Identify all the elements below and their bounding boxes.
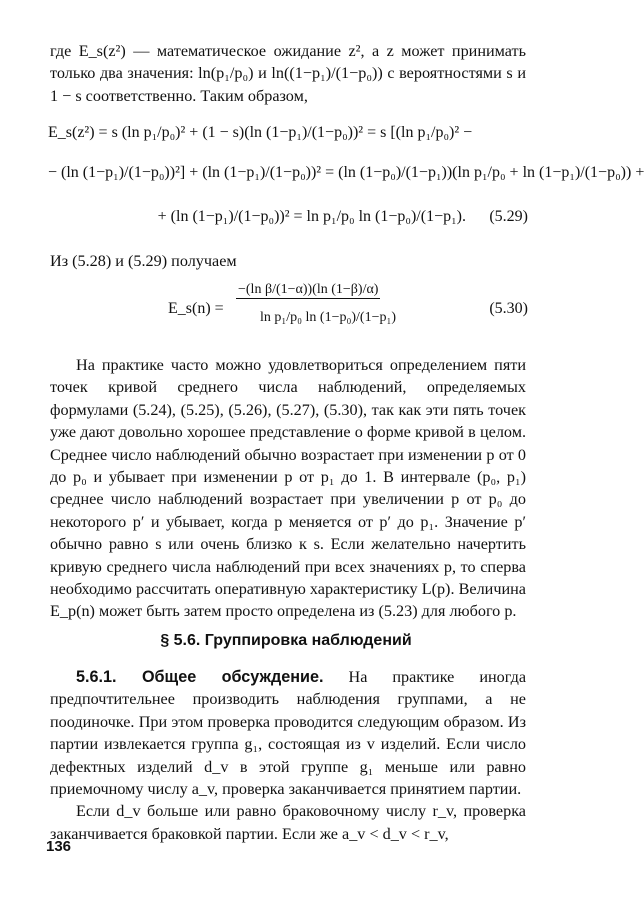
equation-5-29 [48,120,644,230]
eq530-denominator: ln p₁/p₀ ln (1−p₀)/(1−p₁) [260,310,397,325]
section-heading: § 5.6. Группировка наблюдений [160,632,412,649]
subsection-text1: На практике иногда предпочтительнее производить наблюдения группами, а не поодиночке. При этом проверка проводится следующим образом. Из партии извлекается группа g₁, состоящая из v изделий. Если число дефектных изделий d_v в этой группе g₁ меньше или равно приемочному числу a_v, проверка заканчивается принятием партии. [50,668,527,799]
eq530-numerator: −(ln β/(1−α))(ln (1−β)/α) [238,282,379,297]
page-number: 136 [46,838,72,855]
from-text [50,250,526,272]
paragraph-five-points [50,354,526,623]
eq529-line3: + (ln (1−p₁)/(1−p₀))² = ln p₁/p₀ ln (1−p₀)/(1−p₁). [157,208,466,225]
paragraph1-text: На практике часто можно удовлетвориться определением пяти точек кривой среднего числа наблюдений, определяемых формулами (5.24), (5.25), (5.26), (5.27), (5.30), так как эти пять точек уже дают довольно хорошее представление о форме кривой в целом. Среднее число наблюдений обычно возрастает при изменении p от 0 до p₀ и убывает при изменении p от p₁ до 1. В интервале (p₀, p₁) среднее число наблюдений возрастает при увеличении p от p₀ до некоторого p′ и убывает, когда p меняется от p′ до p₁. Значение p′ обычно равно s или очень близко к s. Если желательно начертить кривую среднего числа наблюдений при всех значениях p, то сперва необходимо рассчитать оперативную характеристику L(p). Величина E_p(n) может быть затем просто определена из (5.23) для любого p. [50,356,526,621]
equation-5-30 [48,280,528,340]
eq530-number: (5.30) [489,300,528,317]
intro-text: где E_s(z²) — математическое ожидание z², а z может принимать только два значения: ln(p₁/p₀) и ln((1−p₁)/(1−p₀)) с вероятностями s и 1 − s соответственно. Таким образом, [50,42,526,105]
subsection-paragraph2: Если d_v больше или равно браковочному числу r_v, проверка заканчивается браковкой партии. Если же a_v < d_v < r_v, [50,802,526,843]
eq529-line1: E_s(z²) = s (ln p₁/p₀)² + (1 − s)(ln (1−p₁)/(1−p₀))² = s [(ln p₁/p₀)² − [48,124,473,141]
subsection-general [50,666,526,845]
subsection-title: 5.6.1. Общее обсуждение. [76,668,324,686]
from-text-line: Из (5.28) и (5.29) получаем [50,252,237,270]
intro-paragraph [50,40,526,107]
eq530-lhs: E_s(n) = [168,300,224,317]
eq529-number: (5.29) [489,208,528,225]
subsection-paragraph1 [50,666,526,800]
eq529-line2: − (ln (1−p₁)/(1−p₀))²] + (ln (1−p₁)/(1−p₀))² = (ln (1−p₀)/(1−p₁))(ln p₁/p₀ + ln (1−p₁)/(1−p₀)) + [48,164,644,181]
